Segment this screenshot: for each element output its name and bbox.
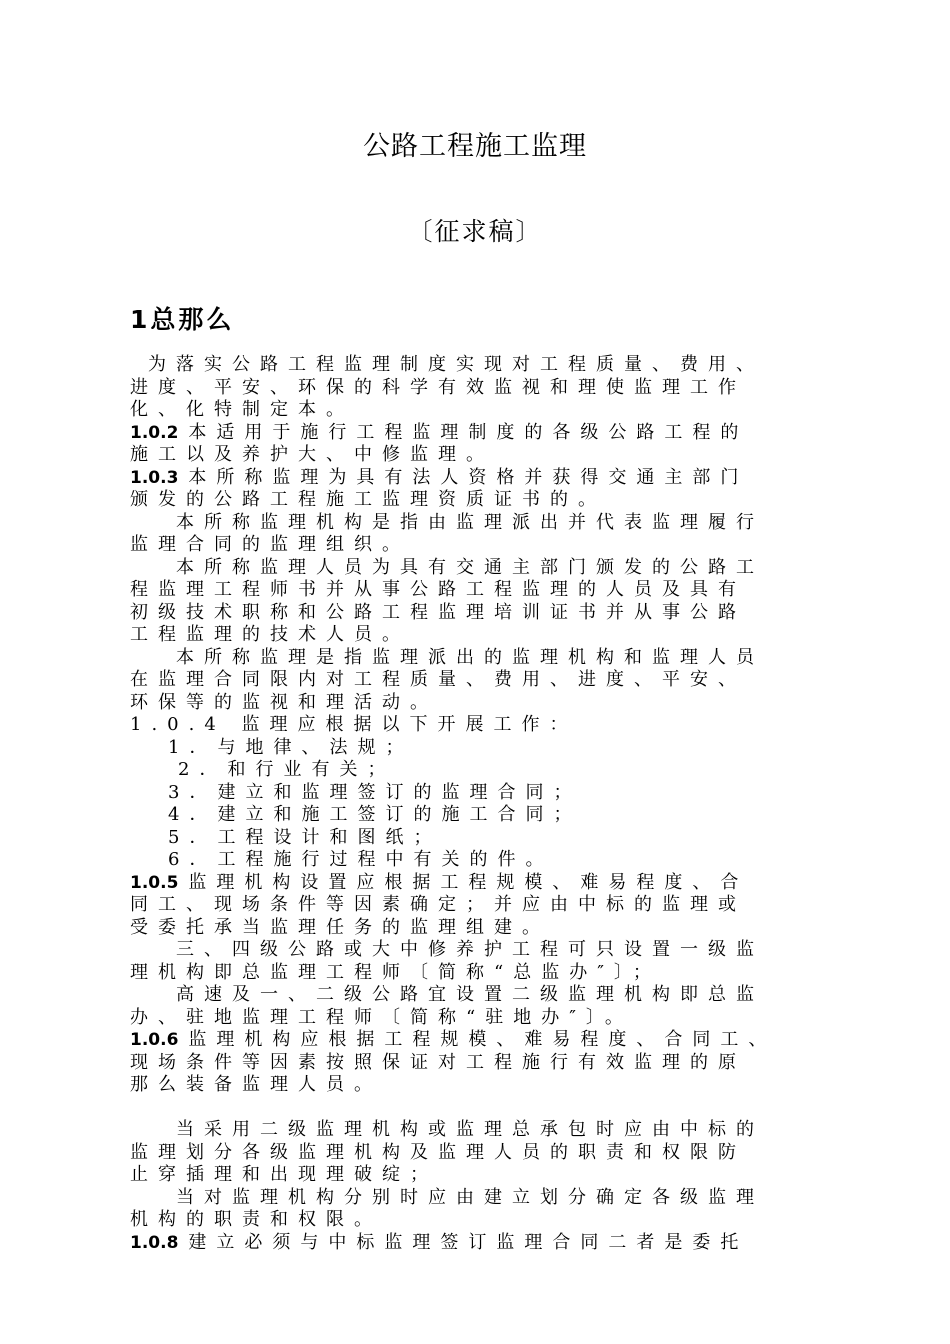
clause-text: 建立必须与中标监理签订监理合同二者是委托 [188, 1231, 749, 1253]
clause-text: 监理机构应根据工程规模、难易程度、合同工、 [188, 1029, 777, 1050]
text-line: 当采用二级监理机构或监理总承包时应由中标的 [176, 1119, 764, 1140]
clause-text: 监理机构设置应根据工程规模、难易程度、合 [188, 871, 749, 893]
text-line: 办、驻地监理工程师〔简称“驻地办″〕。 [130, 1006, 633, 1028]
text-line: 当对监理机构分别时应由建立划分确定各级监理 [176, 1186, 764, 1208]
list-item: 5．工程设计和图纸； [168, 826, 442, 848]
clause-number: 1.0.5 [130, 872, 179, 893]
document-subtitle: 〔征求稿〕 [407, 217, 543, 246]
text-line: 理机构即总监理工程师〔简称“总监办″〕； [130, 961, 661, 983]
document-body [130, 354, 850, 1254]
clause-1-0-6 [130, 1029, 850, 1052]
text-line: 那么装备监理人员。 [130, 1074, 382, 1095]
clause-1-0-4: 1.0.4 监理应根据以下开展工作： [130, 714, 578, 735]
text-line: 化、化特制定本。 [130, 399, 354, 420]
text-line: 本所称监理机构是指由监理派出并代表监理履行 [176, 511, 764, 533]
text-line: 颁发的公路工程施工监理资质证书的。 [130, 489, 606, 510]
text-line: 本所称监理人员为具有交通主部门颁发的公路工 [176, 556, 764, 578]
blank-line [130, 1097, 850, 1120]
clause-number: 1.0.6 [130, 1030, 179, 1050]
text-line: 为落实公路工程监理制度实现对工程质量、费用、 [148, 354, 764, 375]
clause-number: 1.0.3 [130, 467, 179, 488]
clause-1-0-5 [130, 872, 850, 895]
text-line: 监理合同的监理组织。 [130, 534, 410, 555]
text-line: 在监理合同限内对工程质量、费用、进度、平安、 [130, 669, 746, 690]
list-item: 2．和行业有关； [178, 759, 396, 780]
clause-text: 本适用于施行工程监理制度的各级公路工程的 [188, 421, 749, 443]
list-item: 1．与地律、法规； [168, 736, 414, 758]
text-line: 进度、平安、环保的科学有效监视和理使监理工作 [130, 376, 746, 398]
list-item: 3．建立和监理签订的监理合同； [168, 781, 582, 803]
section-heading: 1总那么 [130, 305, 235, 334]
text-line: 本所称监理是指监理派出的监理机构和监理人员 [176, 646, 764, 668]
clause-text: 本所称监理为具有法人资格并获得交通主部门 [188, 466, 749, 488]
list-item: 6．工程施行过程中有关的件。 [168, 849, 554, 870]
text-line: 三、四级公路或大中修养护工程可只设置一级监 [176, 939, 764, 960]
text-line: 监理划分各级监理机构及监理人员的职责和权限防 [130, 1141, 746, 1163]
text-line: 机构的职责和权限。 [130, 1209, 382, 1230]
text-line: 止穿插理和出现理破绽； [130, 1164, 438, 1185]
document-title: 公路工程施工监理 [363, 131, 587, 162]
text-line: 受委托承当监理任务的监理组建。 [130, 916, 550, 938]
clause-1-0-8 [130, 1232, 850, 1255]
clause-1-0-3 [130, 467, 850, 490]
text-line: 程监理工程师书并从事公路工程监理的人员及具有 [130, 579, 746, 600]
text-line: 施工以及养护大、中修监理。 [130, 444, 494, 465]
text-line: 初级技术职称和公路工程监理培训证书并从事公路 [130, 601, 746, 623]
list-item: 4．建立和施工签订的施工合同； [168, 804, 582, 825]
clause-1-0-2 [130, 422, 850, 445]
clause-number: 1.0.8 [130, 1232, 179, 1253]
text-line: 高速及一、二级公路宜设置二级监理机构即总监 [176, 984, 764, 1005]
clause-number: 1.0.2 [130, 422, 179, 443]
text-line: 同工、现场条件等因素确定；并应由中标的监理或 [130, 894, 746, 915]
text-line: 工程监理的技术人员。 [130, 624, 410, 645]
text-line: 环保等的监视和理活动。 [130, 691, 438, 713]
text-line: 现场条件等因素按照保证对工程施行有效监理的原 [130, 1051, 746, 1073]
